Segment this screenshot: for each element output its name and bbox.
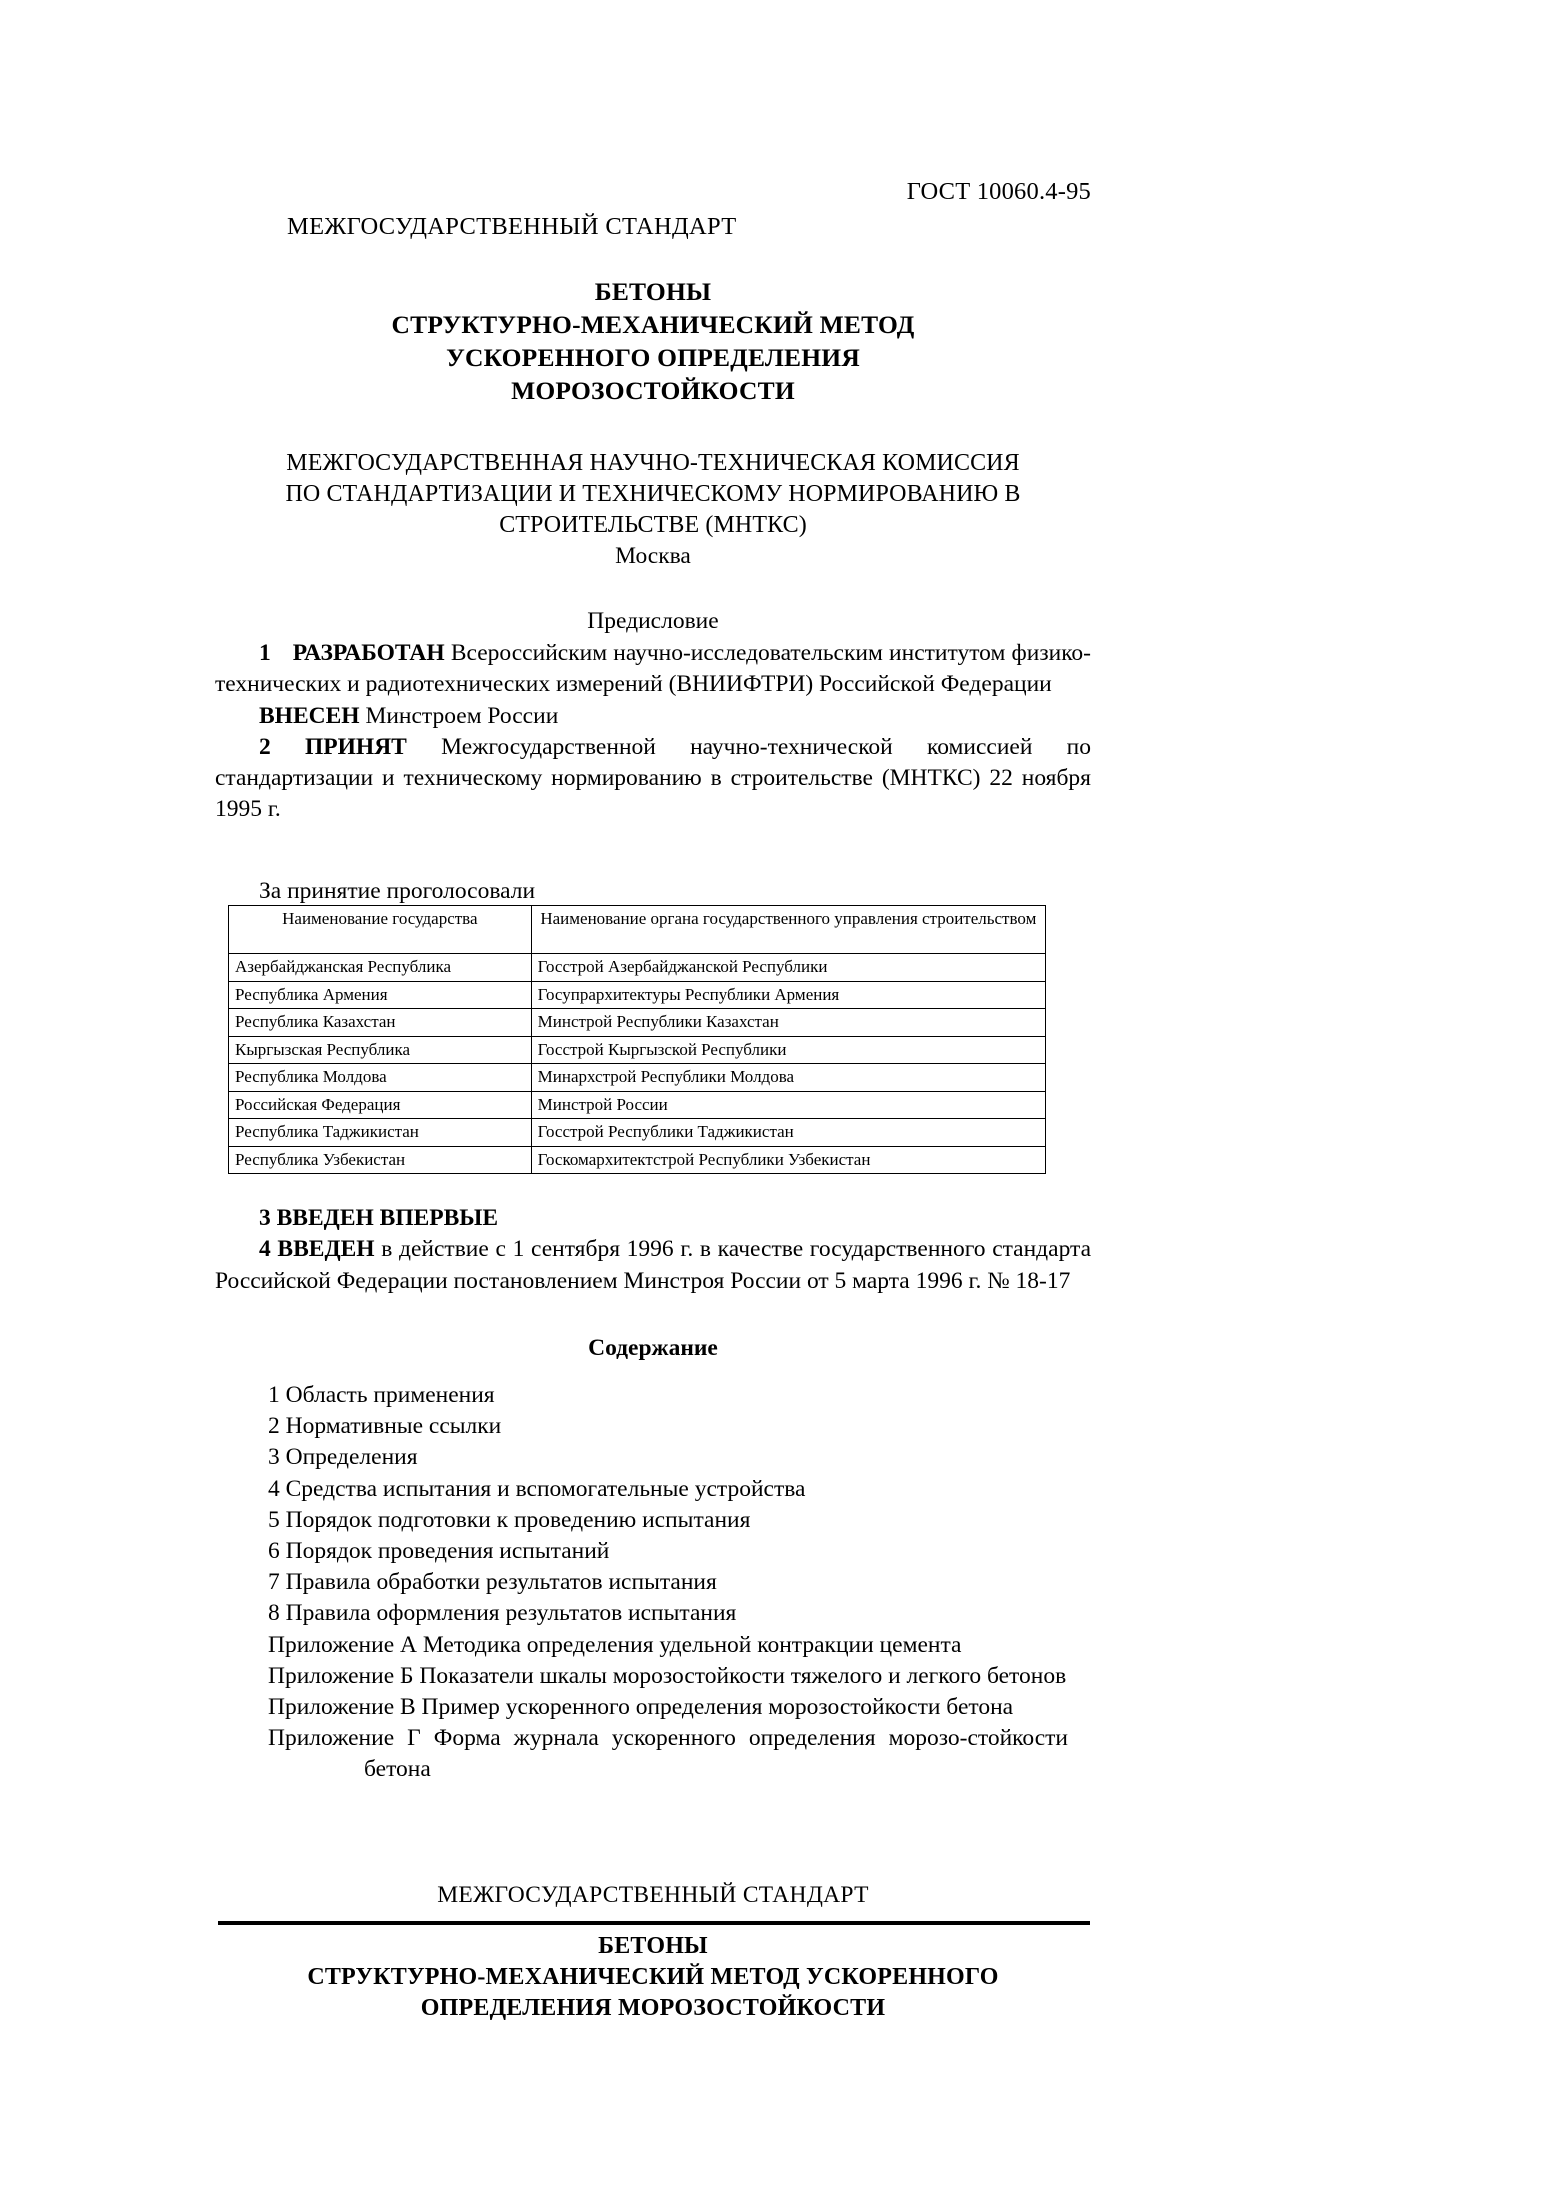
contents-item-3[interactable]: 3 Определения bbox=[268, 1444, 418, 1471]
contents-item-appendix-b[interactable]: Приложение Б Показатели шкалы морозостойкости тяжелого и легкого бетонов bbox=[268, 1662, 1067, 1689]
issuing-body-line-2: ПО СТАНДАРТИЗАЦИИ И ТЕХНИЧЕСКОМУ НОРМИРОВАНИЮ В bbox=[285, 481, 1021, 507]
table-cell-state: Республика Таджикистан bbox=[229, 1119, 532, 1147]
preface-vnesen-text: Минстроем России bbox=[365, 702, 559, 729]
contents-item-6[interactable]: 6 Порядок проведения испытаний bbox=[268, 1538, 610, 1565]
table-cell-authority: Минстрой России bbox=[531, 1091, 1045, 1119]
contents-item-8[interactable]: 8 Правила оформления результатов испытания bbox=[268, 1600, 737, 1627]
clause-4 bbox=[215, 1234, 1091, 1297]
contents-item-appendix-v[interactable]: Приложение В Пример ускоренного определения морозостойкости бетона bbox=[268, 1694, 1014, 1721]
preface-clause-2-label: 2 ПРИНЯТ bbox=[259, 733, 407, 760]
table-cell-state: Республика Молдова bbox=[229, 1064, 532, 1092]
document-title bbox=[215, 275, 1091, 407]
table-cell-authority: Госстрой Азербайджанской Республики bbox=[531, 954, 1045, 982]
table-row bbox=[229, 1009, 1046, 1037]
document-title-line-3: УСКОРЕННОГО ОПРЕДЕЛЕНИЯ bbox=[446, 343, 860, 372]
preface-clause-1-number: 1 bbox=[259, 640, 271, 666]
table-cell-authority: Госкомархитектстрой Республики Узбекистан bbox=[531, 1146, 1045, 1174]
footer-title-line-2: СТРУКТУРНО-МЕХАНИЧЕСКИЙ МЕТОД УСКОРЕННОГО bbox=[307, 1964, 999, 1990]
footer-title-line-3: ОПРЕДЕЛЕНИЯ МОРОЗОСТОЙКОСТИ bbox=[420, 1995, 886, 2021]
document-title-line-4: МОРОЗОСТОЙКОСТИ bbox=[511, 376, 795, 405]
contents-item-appendix-a[interactable]: Приложение А Методика определения удельной контракции цемента bbox=[268, 1631, 962, 1658]
gost-number: ГОСТ 10060.4-95 bbox=[906, 178, 1091, 205]
contents-item-1[interactable]: 1 Область применения bbox=[268, 1382, 495, 1408]
preface-vnesen-label: ВНЕСЕН bbox=[259, 702, 360, 729]
footer-title-line-1: БЕТОНЫ bbox=[598, 1933, 708, 1959]
issuing-city: Москва bbox=[615, 543, 691, 569]
preface-clause-1-label: РАЗРАБОТАН bbox=[292, 640, 445, 666]
footer-divider-rule bbox=[218, 1921, 1090, 1925]
table-cell-authority: Госупрархитектуры Республики Армения bbox=[531, 981, 1045, 1009]
table-cell-state: Азербайджанская Республика bbox=[229, 954, 532, 982]
table-row bbox=[229, 954, 1046, 982]
table-header-authority: Наименование органа государственного управления строительством bbox=[531, 906, 1045, 954]
preface-clause-2 bbox=[215, 732, 1091, 826]
contents-item-7[interactable]: 7 Правила обработки результатов испытания bbox=[268, 1569, 717, 1596]
contents-list bbox=[268, 1380, 1068, 1786]
states-table bbox=[228, 905, 1046, 1174]
document-title-line-2: СТРУКТУРНО-МЕХАНИЧЕСКИЙ МЕТОД bbox=[391, 310, 915, 339]
table-cell-state: Кыргызская Республика bbox=[229, 1036, 532, 1064]
clause-3 bbox=[215, 1203, 1091, 1234]
table-cell-state: Республика Узбекистан bbox=[229, 1146, 532, 1174]
table-row bbox=[229, 1146, 1046, 1174]
table-row bbox=[229, 1091, 1046, 1119]
preface-clause-2-text: Межгосударственной научно-технической комиссией по стандартизации и техническому нормированию в строительстве (МНТКС) 22 ноября 1995 г. bbox=[215, 733, 1091, 823]
footer-standard-kicker: МЕЖГОСУДАРСТВЕННЫЙ СТАНДАРТ bbox=[437, 1882, 869, 1908]
table-cell-state: Республика Казахстан bbox=[229, 1009, 532, 1037]
post-table-clauses bbox=[215, 1203, 1091, 1297]
preface-body bbox=[215, 638, 1091, 826]
issuing-body-line-3: СТРОИТЕЛЬСТВЕ (МНТКС) bbox=[499, 512, 807, 538]
contents-heading: Содержание bbox=[588, 1335, 718, 1361]
preface-clause-1 bbox=[215, 638, 1091, 701]
issuing-body bbox=[215, 448, 1091, 541]
table-header-state: Наименование государства bbox=[229, 906, 532, 954]
clause-4-label: 4 ВВЕДЕН bbox=[259, 1236, 375, 1263]
footer-document-title bbox=[215, 1931, 1091, 2024]
table-cell-state: Российская Федерация bbox=[229, 1091, 532, 1119]
document-title-line-1: БЕТОНЫ bbox=[594, 277, 712, 306]
clause-3-text: 3 ВВЕДЕН ВПЕРВЫЕ bbox=[259, 1205, 499, 1231]
contents-item-2[interactable]: 2 Нормативные ссылки bbox=[268, 1413, 502, 1440]
table-row bbox=[229, 1064, 1046, 1092]
vote-lead-in: За принятие проголосовали bbox=[259, 878, 536, 904]
contents-item-appendix-g[interactable]: Приложение Г Форма журнала ускоренного определения морозо-стойкости бетона bbox=[268, 1725, 1068, 1783]
table-row bbox=[229, 1119, 1046, 1147]
table-cell-state: Республика Армения bbox=[229, 981, 532, 1009]
contents-item-4[interactable]: 4 Средства испытания и вспомогательные устройства bbox=[268, 1475, 806, 1502]
preface-clause-1-text: Всероссийским научно-исследовательским институтом физико-технических и радиотехнических измерений (ВНИИФТРИ) Российской Федерации bbox=[215, 640, 1091, 698]
contents-item-5[interactable]: 5 Порядок подготовки к проведению испытания bbox=[268, 1506, 751, 1533]
table-row bbox=[229, 981, 1046, 1009]
preface-heading: Предисловие bbox=[587, 608, 719, 634]
table-cell-authority: Госстрой Республики Таджикистан bbox=[531, 1119, 1045, 1147]
table-header-row bbox=[229, 906, 1046, 954]
standard-kicker: МЕЖГОСУДАРСТВЕННЫЙ СТАНДАРТ bbox=[287, 213, 737, 240]
table-cell-authority: Минстрой Республики Казахстан bbox=[531, 1009, 1045, 1037]
table-cell-authority: Минархстрой Республики Молдова bbox=[531, 1064, 1045, 1092]
table-cell-authority: Госстрой Кыргызской Республики bbox=[531, 1036, 1045, 1064]
clause-4-text: в действие с 1 сентября 1996 г. в качестве государственного стандарта Российской Федерации постановлением Минстроя России от 5 марта 1996 г. № 18-17 bbox=[215, 1236, 1092, 1294]
preface-vnesen bbox=[215, 701, 1091, 732]
issuing-body-line-1: МЕЖГОСУДАРСТВЕННАЯ НАУЧНО-ТЕХНИЧЕСКАЯ КОМИССИЯ bbox=[286, 450, 1020, 476]
table-row bbox=[229, 1036, 1046, 1064]
